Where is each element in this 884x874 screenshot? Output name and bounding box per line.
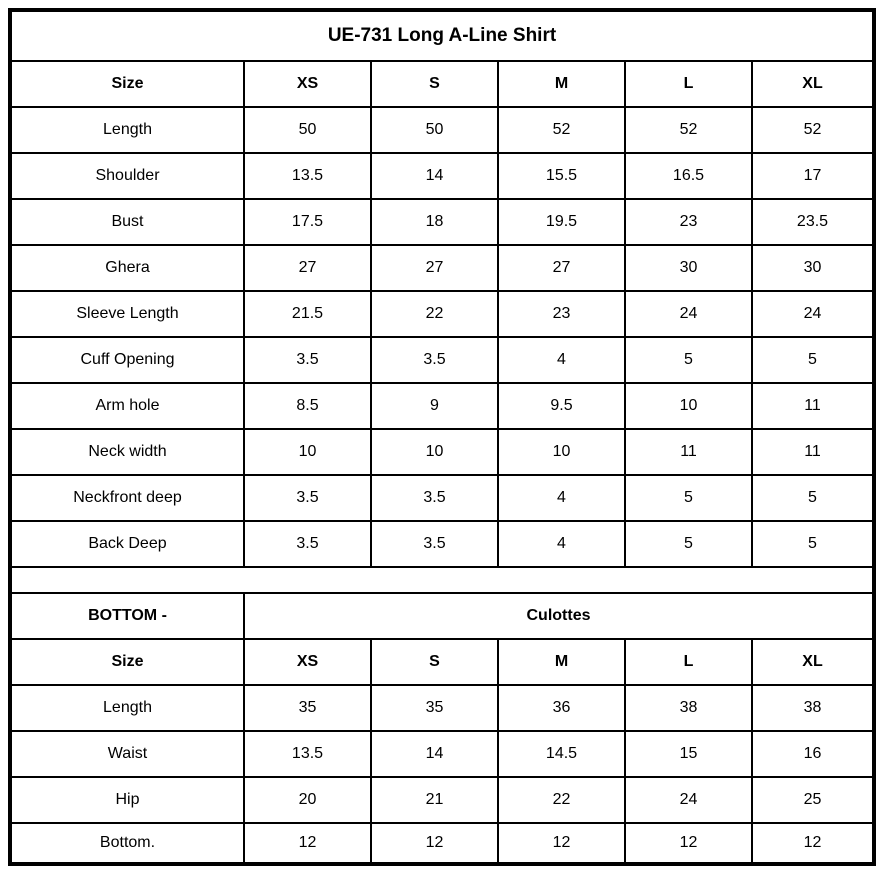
measurement-value: 12 — [679, 834, 698, 851]
measurement-value: 9.5 — [550, 397, 573, 414]
measurement-label: Cuff Opening — [80, 351, 175, 368]
measurement-value: 15 — [679, 745, 698, 762]
measurement-label: Shoulder — [95, 167, 160, 184]
measurement-value: 9 — [430, 397, 439, 414]
measurement-value: 3.5 — [296, 535, 319, 552]
size-column-header: M — [554, 653, 569, 670]
size-header: Size — [111, 653, 144, 670]
measurement-value: 14.5 — [545, 745, 578, 762]
measurement-value: 12 — [425, 834, 444, 851]
measurement-label: Bottom. — [99, 834, 156, 851]
size-column-header: XL — [802, 75, 823, 92]
measurement-value: 16.5 — [672, 167, 705, 184]
measurement-value: 35 — [298, 699, 317, 716]
size-chart — [8, 8, 876, 866]
measurement-value: 21 — [425, 791, 444, 808]
measurement-value: 36 — [552, 699, 571, 716]
measurement-value: 52 — [679, 121, 698, 138]
measurement-value: 23 — [552, 305, 571, 322]
measurement-value: 3.5 — [296, 351, 319, 368]
measurement-value: 12 — [552, 834, 571, 851]
measurement-label: Bust — [111, 213, 144, 230]
measurement-value: 23 — [679, 213, 698, 230]
measurement-value: 21.5 — [291, 305, 324, 322]
size-column-header: XS — [296, 75, 319, 92]
measurement-value: 35 — [425, 699, 444, 716]
measurement-value: 10 — [552, 443, 571, 460]
measurement-value: 50 — [298, 121, 317, 138]
chart-title: UE-731 Long A-Line Shirt — [327, 25, 557, 46]
measurement-value: 3.5 — [423, 535, 446, 552]
measurement-value: 24 — [803, 305, 822, 322]
size-column-header: S — [429, 75, 440, 92]
measurement-value: 52 — [552, 121, 571, 138]
measurement-value: 12 — [298, 834, 317, 851]
measurement-label: Hip — [115, 791, 140, 808]
size-column-header: M — [554, 75, 569, 92]
bottom-section-label: BOTTOM - — [88, 607, 167, 624]
measurement-value: 12 — [803, 834, 822, 851]
measurement-value: 27 — [425, 259, 444, 276]
measurement-value: 10 — [425, 443, 444, 460]
measurement-value: 10 — [298, 443, 317, 460]
measurement-label: Back Deep — [88, 535, 167, 552]
measurement-value: 38 — [679, 699, 698, 716]
row-divider — [12, 566, 872, 568]
measurement-value: 11 — [680, 443, 697, 460]
measurement-value: 5 — [808, 351, 817, 368]
size-header: Size — [111, 75, 144, 92]
measurement-value: 4 — [557, 351, 566, 368]
measurement-value: 18 — [425, 213, 444, 230]
measurement-value: 11 — [804, 443, 821, 460]
measurement-value: 8.5 — [296, 397, 319, 414]
size-column-header: S — [429, 653, 440, 670]
measurement-label: Length — [103, 699, 152, 716]
measurement-value: 17.5 — [291, 213, 324, 230]
measurement-value: 3.5 — [423, 351, 446, 368]
measurement-value: 24 — [679, 791, 698, 808]
measurement-value: 19.5 — [545, 213, 578, 230]
measurement-value: 13.5 — [291, 167, 324, 184]
measurement-label: Ghera — [105, 259, 150, 276]
measurement-value: 3.5 — [296, 489, 319, 506]
size-column-header: L — [683, 653, 694, 670]
measurement-value: 4 — [557, 489, 566, 506]
measurement-value: 5 — [808, 535, 817, 552]
measurement-value: 14 — [425, 167, 444, 184]
measurement-value: 14 — [425, 745, 444, 762]
measurement-value: 17 — [803, 167, 822, 184]
measurement-value: 22 — [552, 791, 571, 808]
measurement-value: 50 — [425, 121, 444, 138]
measurement-value: 4 — [557, 535, 566, 552]
measurement-value: 52 — [803, 121, 822, 138]
measurement-value: 27 — [552, 259, 571, 276]
measurement-value: 5 — [684, 535, 693, 552]
measurement-label: Waist — [107, 745, 148, 762]
measurement-value: 30 — [679, 259, 698, 276]
measurement-label: Neckfront deep — [73, 489, 182, 506]
measurement-label: Sleeve Length — [76, 305, 179, 322]
bottom-section-name: Culottes — [526, 607, 591, 624]
measurement-value: 27 — [298, 259, 317, 276]
measurement-value: 5 — [684, 351, 693, 368]
measurement-value: 16 — [803, 745, 822, 762]
measurement-value: 5 — [808, 489, 817, 506]
size-column-header: L — [683, 75, 694, 92]
measurement-label: Neck width — [88, 443, 167, 460]
measurement-value: 24 — [679, 305, 698, 322]
measurement-value: 10 — [679, 397, 698, 414]
measurement-value: 13.5 — [291, 745, 324, 762]
measurement-label: Length — [103, 121, 152, 138]
measurement-value: 3.5 — [423, 489, 446, 506]
measurement-value: 38 — [803, 699, 822, 716]
measurement-value: 20 — [298, 791, 317, 808]
measurement-value: 25 — [803, 791, 822, 808]
measurement-value: 30 — [803, 259, 822, 276]
measurement-value: 15.5 — [545, 167, 578, 184]
size-column-header: XS — [296, 653, 319, 670]
measurement-value: 22 — [425, 305, 444, 322]
measurement-value: 5 — [684, 489, 693, 506]
size-column-header: XL — [802, 653, 823, 670]
measurement-value: 11 — [804, 397, 821, 414]
measurement-value: 23.5 — [796, 213, 829, 230]
measurement-label: Arm hole — [95, 397, 160, 414]
